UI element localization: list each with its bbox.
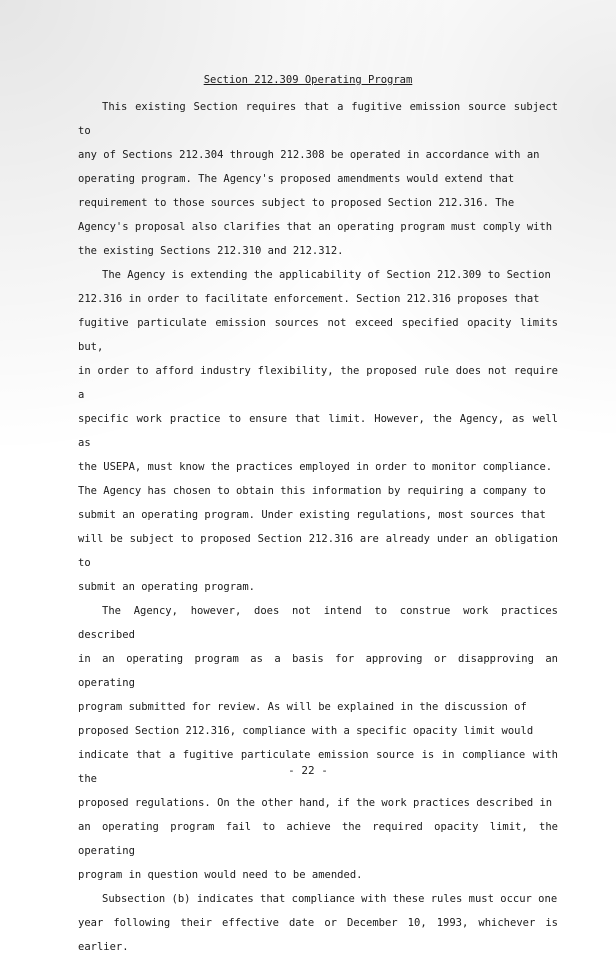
paragraph: The Agency is extending the applicability of Section 212.309 to Section 212.316 in order to facilitate enforcement. Section 212.316 proposes that fugitive particulate emission sources not exceed specified opacity limits but, in order to afford industry flexibility, the proposed rule does not require a specific work practice to ensure that limit. However, the Agency, as well as the USEPA, must know the practices employed in order to monitor compliance. The Agency has chosen to obtain this information by requiring a company to submit an operating program. Under existing regulations, most sources that will be subject to proposed Section 212.316 are already under an obligation to submit an operating program.: [78, 269, 558, 593]
page-number: - 22 -: [288, 764, 328, 777]
document-body: [78, 95, 558, 959]
paragraph: This existing Section requires that a fugitive emission source subject to any of Sections 212.304 through 212.308 be operated in accordance with an operating program. The Agency's proposed amendments would extend that requirement to those sources subject to proposed Section 212.316. The Agency's proposal also clarifies that an operating program must comply with the existing Sections 212.310 and 212.312.: [78, 101, 558, 257]
paragraph: Subsection (b) indicates that compliance with these rules must occur one year following their effective date or December 10, 1993, whichever is earlier.: [78, 893, 558, 953]
paragraph: The Agency, however, does not intend to construe work practices described in an operating program as a basis for approving or disapproving an operating program submitted for review. As will be explained in the discussion of proposed Section 212.316, compliance with a specific opacity limit would indicate that a fugitive particulate emission source is in compliance with the proposed regulations. On the other hand, if the work practices described in an operating program fail to achieve the required opacity limit, the operating program in question would need to be amended.: [78, 605, 558, 881]
section-title: Section 212.309 Operating Program: [203, 74, 413, 86]
